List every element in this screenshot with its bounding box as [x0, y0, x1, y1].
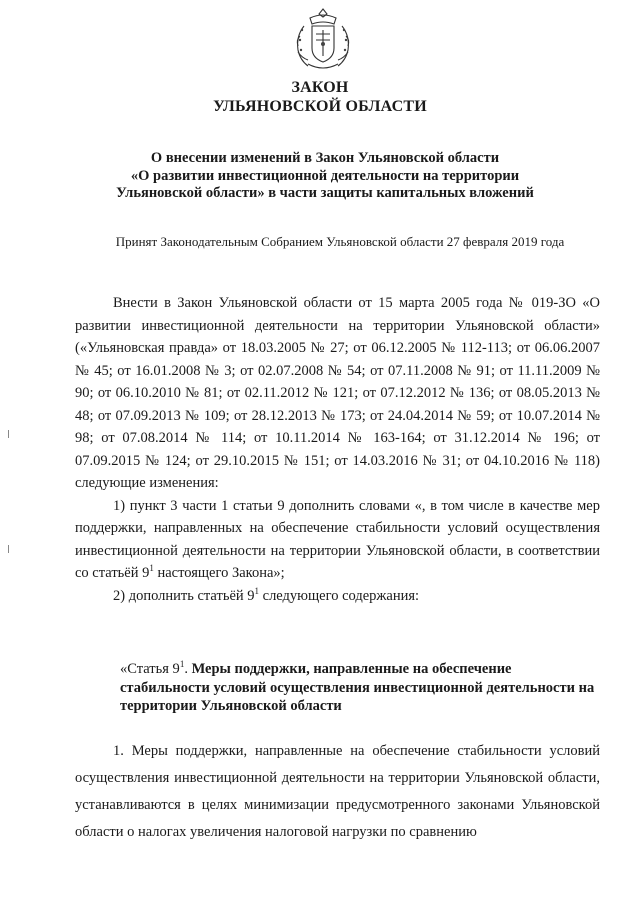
article-title: Меры поддержки, направленные на обеспечение стабильности условий осуществления инвестиционной деятельности на территории Ульяновской области — [120, 661, 595, 714]
item-2-tail: следующего содержания: — [259, 587, 420, 604]
scan-margin-mark — [8, 545, 9, 553]
body-text — [75, 292, 600, 607]
intro-paragraph: Внести в Закон Ульяновской области от 15 марта 2005 года № 019-ЗО «О развитии инвестиционной деятельности на территории Ульяновской области» («Ульяновская правда» от 18.03.2005 № 27; от 06.12.2005 № 112-113; от 06.06.2007 № 45; от 16.01.2008 № 3; от 02.07.2008 № 54; от 07.11.2008 № 91; от 11.11.2009 № 90; от 06.10.2010 № 81; от 02.11.2012 № 121; от 07.12.2012 № 136; от 08.05.2013 № 48; от 07.09.2013 № 109; от 28.12.2013 № 173; от 24.04.2014 № 59; от 10.07.2014 № 98; от 07.08.2014 № 114; от 10.11.2014 № 163-164; от 31.12.2014 № 196; от 07.09.2015 № 124; от 29.10.2015 № 151; от 14.03.2016 № 31; от 04.10.2016 № 118) следующие изменения: — [75, 295, 600, 491]
scan-margin-mark — [8, 430, 9, 438]
subject-line-1: О внесении изменений в Закон Ульяновской области — [150, 150, 500, 166]
article-paragraph-1: 1. Меры поддержки, направленные на обеспечение стабильности условий осуществления инвестиционной деятельности на территории Ульяновской области, устанавливаются в целях минимизации предусмотренного законами Ульяновской области о налогах увеличения налоговой нагрузки по сравнению — [75, 743, 600, 840]
region-name: УЛЬЯНОВСКОЙ ОБЛАСТИ — [213, 98, 427, 115]
article-body — [75, 738, 600, 846]
article-lead: «Статья 9 — [120, 661, 180, 677]
item-2-text: 2) дополнить статьёй 9 — [113, 587, 255, 604]
doc-type: ЗАКОН — [291, 79, 349, 96]
law-title — [0, 78, 640, 116]
item-1-text: 1) пункт 3 части 1 статьи 9 дополнить словами «, в том числе в качестве мер поддержки, направленных на обеспечение стабильности условий осуществления инвестиционной деятельности на территории Ульяновской области, в соответствии со статьёй 9 — [75, 497, 600, 581]
subject-line-3: Ульяновской области» в части защиты капитальных вложений — [116, 185, 534, 201]
law-subject — [60, 150, 590, 203]
article-heading — [120, 660, 600, 716]
item-1-tail: настоящего Закона»; — [153, 565, 285, 581]
coat-of-arms-icon — [290, 6, 356, 72]
article-sup: 1 — [179, 659, 185, 670]
item-2-sup: 1 — [254, 585, 260, 596]
item-1-paragraph — [75, 495, 600, 585]
subject-line-2: «О развитии инвестиционной деятельности на территории — [130, 167, 520, 184]
adoption-note: Принят Законодательным Собранием Ульяновской области 27 февраля 2019 года — [115, 234, 565, 249]
item-1-sup: 1 — [149, 563, 154, 574]
item-2-paragraph — [75, 585, 600, 608]
article-lead-dot: . — [184, 661, 188, 677]
